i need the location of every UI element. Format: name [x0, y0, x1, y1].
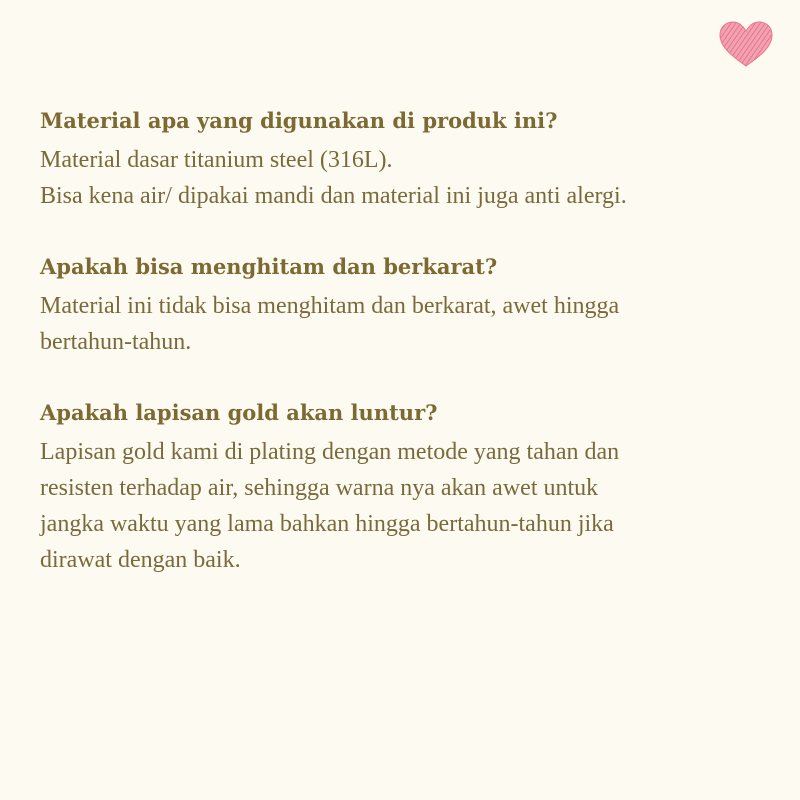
heart-icon — [718, 20, 774, 68]
faq-question: Apakah bisa menghitam dan berkarat? — [40, 254, 498, 279]
faq-answer-line: Material ini tidak bisa menghitam dan berkarat, awet hingga — [40, 293, 620, 319]
faq-answer-line: bertahun-tahun. — [40, 329, 192, 355]
faq-answer-line: jangka waktu yang lama bahkan hingga bertahun-tahun jika — [40, 511, 614, 537]
faq-list — [40, 100, 780, 610]
faq-item-tarnish — [40, 246, 780, 360]
faq-answer-line: Material dasar titanium steel (316L). — [40, 147, 393, 173]
faq-answer-line: resisten terhadap air, sehingga warna nya akan awet untuk — [40, 475, 599, 501]
faq-item-material — [40, 100, 780, 214]
faq-answer-line: dirawat dengan baik. — [40, 547, 241, 573]
faq-answer-line: Lapisan gold kami di plating dengan metode yang tahan dan — [40, 439, 620, 465]
faq-question: Material apa yang digunakan di produk ini? — [40, 108, 558, 133]
faq-answer-line: Bisa kena air/ dipakai mandi dan material ini juga anti alergi. — [40, 183, 627, 209]
faq-item-gold-plating — [40, 392, 780, 578]
faq-question: Apakah lapisan gold akan luntur? — [40, 400, 438, 425]
